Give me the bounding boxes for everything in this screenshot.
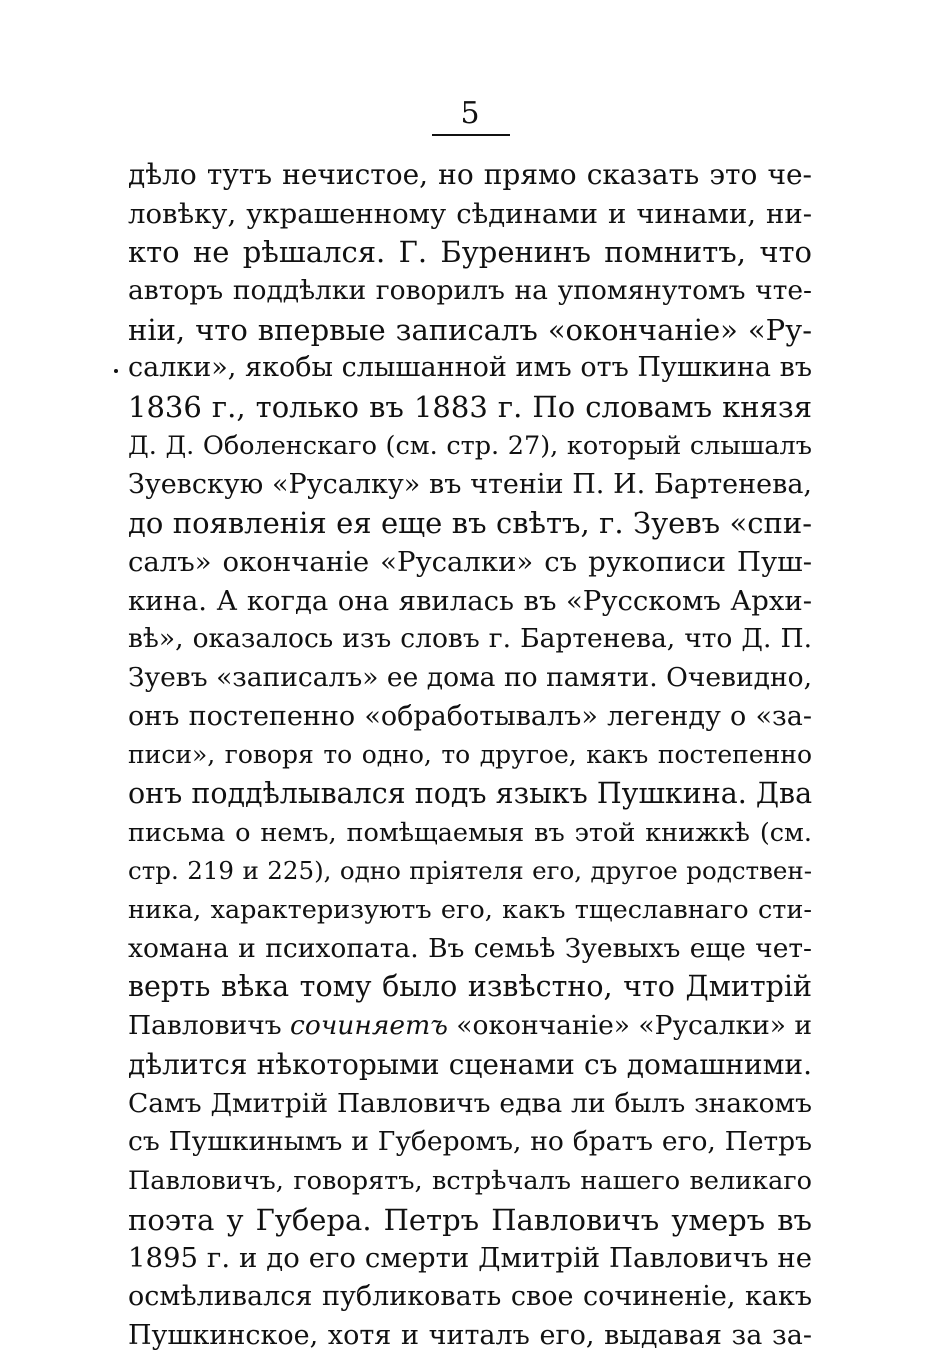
text-line: дѣло тутъ нечистое, но прямо сказать это че-: [128, 158, 812, 191]
text-line: письма о немъ, помѣщаемыя въ этой книжкѣ (см.: [128, 817, 812, 848]
text-line: авторъ поддѣлки говорилъ на упомянутомъ чте-: [128, 275, 812, 307]
text-line: Павловичъ, говорятъ, встрѣчалъ нашего великаго: [128, 1165, 812, 1196]
text-line: верть вѣка тому было извѣстно, что Дмитрій: [128, 970, 812, 1004]
text-line: кина. А когда она явилась въ «Русскомъ Архи-: [128, 584, 812, 617]
text-line: онъ поддѣлывался подъ языкъ Пушкина. Два: [128, 777, 812, 810]
text-line: до появленія ея еще въ свѣтъ, г. Зуевъ «спи-: [128, 506, 812, 541]
text-line: 1836 г., только въ 1883 г. По словамъ князя: [128, 390, 812, 425]
text-segment: «окончаніе» «Русалки» и: [456, 1010, 812, 1042]
text-segment: Павловичъ: [128, 1010, 282, 1042]
text-line: вѣ», оказалось изъ словъ г. Бартенева, что Д. П.: [128, 623, 812, 655]
text-line-with-italic: [128, 1007, 812, 1046]
page-number: 5: [460, 96, 480, 131]
text-line: онъ постепенно «обработывалъ» легенду о «за-: [128, 700, 812, 732]
text-line: Д. Д. Оболенскаго (см. стр. 27), который слышалъ: [128, 430, 812, 461]
text-line: дѣлится нѣкоторыми сценами съ домашними.: [128, 1047, 812, 1081]
text-line: писи», говоря то одно, то другое, какъ постепенно: [128, 740, 812, 770]
text-line: салъ» окончаніе «Русалки» съ рукописи Пуш-: [128, 545, 812, 578]
text-line: стр. 219 и 225), одно пріятеля его, другое родствен-: [128, 856, 812, 886]
text-line: Самъ Дмитрій Павловичъ едва ли былъ знакомъ: [128, 1087, 812, 1119]
text-line: осмѣливался публиковать свое сочиненіе, какъ: [128, 1280, 812, 1312]
body-text: [128, 156, 812, 1355]
text-line: съ Пушкинымъ и Губеромъ, но братъ его, Петръ: [128, 1126, 812, 1158]
text-line: салки», якобы слышанной имъ отъ Пушкина въ: [128, 352, 812, 384]
text-line: кто не рѣшался. Г. Буренинъ помнитъ, что: [128, 235, 812, 270]
text-line: ника, характеризуютъ его, какъ тщеславнаго сти-: [128, 895, 812, 926]
italic-emphasis: сочиняетъ: [290, 1010, 448, 1042]
text-line: Пушкинское, хотя и читалъ его, выдавая за за-: [128, 1319, 812, 1351]
text-line: хомана и психопата. Въ семьѣ Зуевыхъ еще чет-: [128, 932, 812, 964]
text-line: ловѣку, украшенному сѣдинами и чинами, ни-: [128, 197, 812, 230]
text-line: поэта у Губера. Петръ Павловичъ умеръ въ: [128, 1202, 812, 1237]
header-rule: [432, 134, 510, 136]
text-line: Зуевскую «Русалку» въ чтеніи П. И. Бартенева,: [128, 468, 812, 500]
text-line: 1895 г. и до его смерти Дмитрій Павловичъ не: [128, 1242, 812, 1275]
text-line: Зуевъ «записалъ» ее дома по памяти. Очевидно,: [128, 661, 812, 693]
print-speck: [114, 369, 118, 373]
text-line: ніи, что впервые записалъ «окончаніе» «Ру-: [128, 312, 812, 347]
